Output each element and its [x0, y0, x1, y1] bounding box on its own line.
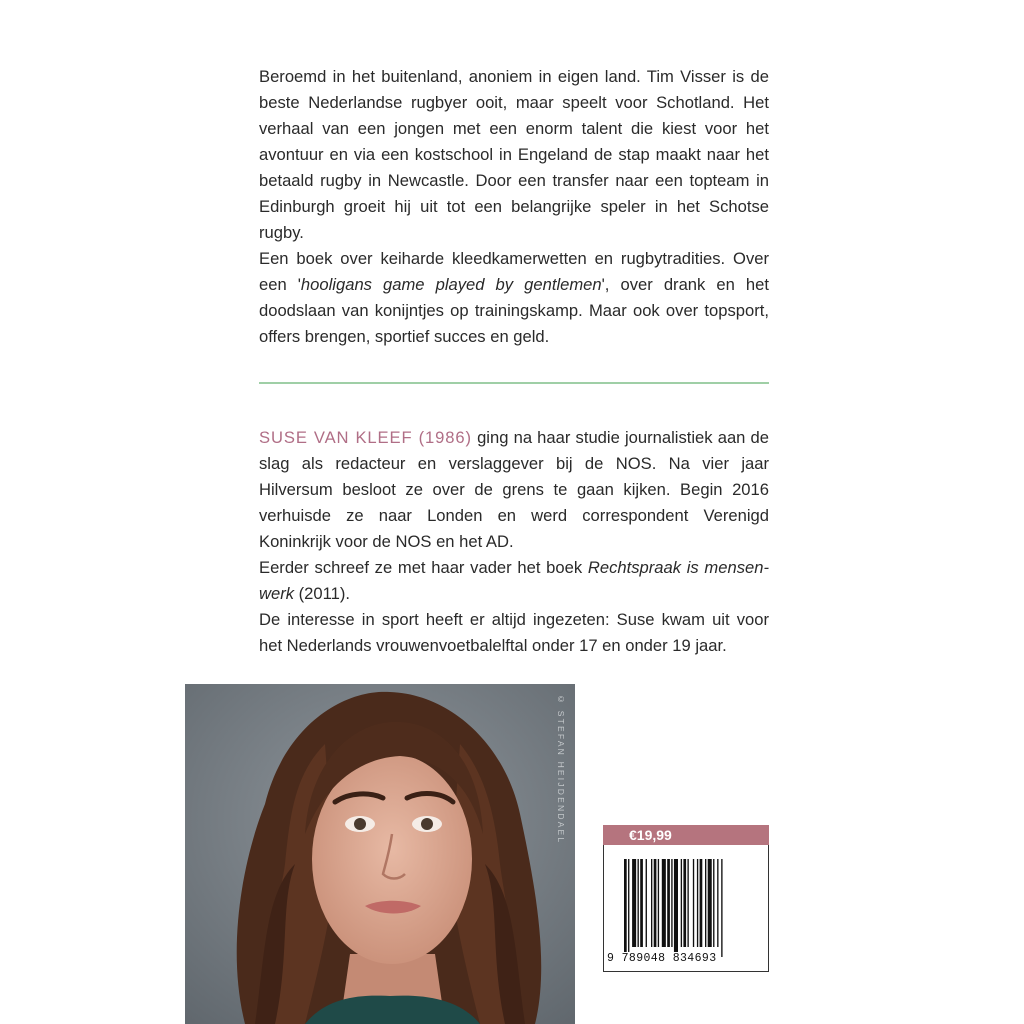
barcode-bar — [638, 859, 639, 947]
barcode-bar — [658, 859, 659, 947]
barcode-bar — [667, 859, 670, 947]
barcode-bar — [632, 859, 636, 947]
barcode-bars — [624, 859, 750, 957]
author-name: SUSE VAN KLEEF (1986) — [259, 428, 472, 447]
barcode-bar — [674, 859, 678, 957]
isbn-number: 9 789048 834693 — [607, 952, 717, 965]
barcode-bar — [640, 859, 643, 947]
blurb-paragraph-1: Beroemd in het buitenland, anoniem in eigen land. Tim Visser is de beste Nederlandse rugbyer ooit, maar speelt voor Schotland. Het verhaal van een jongen met een enorm talent die kiest voor het avontuur en via een kostschool in Engeland de stap maakt naar het betaald rugby in Newcastle. Door een transfer naar een topteam in Edinburgh groeit hij uit tot een belangrijke speler in het Schotse rugby. — [259, 67, 769, 242]
barcode-bar — [697, 859, 698, 947]
barcode-bar — [700, 859, 703, 947]
price-barcode-box — [603, 825, 769, 972]
back-cover-blurb — [259, 64, 769, 350]
photo-credit: © STEFAN HEIJDENDAEL — [556, 694, 566, 845]
barcode-bar — [624, 859, 627, 957]
barcode-bar — [705, 859, 706, 947]
bio-text-2-end: (2011). — [294, 584, 351, 603]
section-divider — [259, 382, 769, 384]
blurb-paragraph-2 — [259, 246, 769, 350]
barcode-bar — [713, 859, 714, 947]
price-label: €19,99 — [603, 825, 769, 845]
blurb-text: Een boek over keiharde kleedkamerwetten en rugbytradities. Over een ' — [259, 249, 769, 294]
portrait-illustration — [185, 684, 575, 1024]
barcode-bar — [721, 859, 722, 957]
barcode-bar — [651, 859, 652, 947]
bio-paragraph-2 — [259, 555, 769, 607]
barcode-bar — [708, 859, 712, 947]
blurb-text-end: ', over drank en het doodslaan van konijntjes op trainingskamp. Maar ook over topsport, offers brengen, sportief succes en geld. — [259, 275, 769, 346]
barcode-bar — [693, 859, 694, 947]
barcode-bar — [687, 859, 688, 947]
book-title: Rechtspraak is mensenwerk — [259, 558, 769, 603]
bio-text: ging na haar studie journalistiek aan de slag als redacteur en verslaggever bij de NOS. Na vier jaar Hilversum besloot ze over de grens te gaan kijken. Begin 2016 verhuisde ze naar Londen en werd correspondent Verenigd Koninkrijk voor de NOS en het AD. — [259, 428, 770, 551]
bio-text-2: Eerder schreef ze met haar vader het boek — [259, 558, 588, 577]
barcode-bar — [646, 859, 647, 947]
barcode — [603, 845, 769, 972]
bio-paragraph-1 — [259, 425, 769, 555]
author-photo — [185, 684, 575, 1024]
author-bio — [259, 425, 769, 659]
barcode-bar — [681, 859, 682, 947]
blurb-quote: hooligans game played by gentlemen — [300, 275, 602, 294]
barcode-bar — [628, 859, 629, 957]
barcode-bar — [683, 859, 686, 947]
barcode-bar — [654, 859, 657, 947]
bio-paragraph-3: De interesse in sport heeft er altijd ingezeten: Suse kwam uit voor het Nederlands vrouwenvoetbalelftal onder 17 en onder 19 jaar. — [259, 610, 769, 655]
barcode-bar — [671, 859, 672, 947]
barcode-bar — [717, 859, 718, 947]
barcode-bar — [662, 859, 666, 947]
